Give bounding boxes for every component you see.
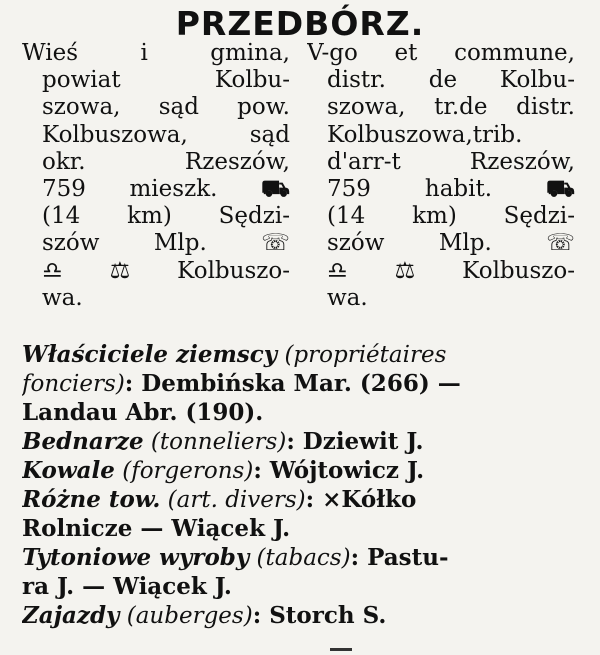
category-french: (art. divers) [167, 487, 306, 513]
right-word: habit. [424, 175, 493, 202]
right-line [307, 67, 575, 94]
french-description-column [307, 40, 575, 312]
right-word: commune, [454, 40, 575, 66]
post-office-icon: ♎ [327, 257, 348, 284]
entry-coopers [22, 427, 588, 456]
right-word: Kolbuszo- [462, 257, 575, 284]
entry-misc [22, 485, 588, 514]
category-label: Bednarze [22, 428, 144, 455]
right-line [307, 40, 575, 67]
category-french-cont: fonciers) [22, 371, 125, 397]
right-word: et [394, 40, 418, 66]
entry-landowners-cont2 [22, 398, 588, 427]
left-word: powiat [42, 67, 121, 94]
left-word: wa. [42, 284, 83, 311]
right-word: szowa, [327, 94, 406, 121]
telephone-icon: ☏ [546, 230, 575, 257]
right-word: km) [412, 203, 457, 230]
left-word: Mlp. [153, 230, 207, 257]
business-listing [22, 340, 588, 630]
category-label: Zajazdy [22, 602, 120, 629]
court-icon: ⚖ [394, 257, 416, 284]
place-title: PRZEDBÓRZ. [175, 4, 425, 43]
left-line [22, 67, 290, 94]
left-word: Rzeszów, [184, 148, 290, 175]
right-line [307, 122, 575, 149]
left-word: szowa, [42, 94, 121, 121]
rail-station-icon: ⛟ [261, 175, 290, 202]
entry-names: : ×Kółko [305, 486, 417, 513]
left-line [22, 94, 290, 121]
category-label: Różne tow. [22, 486, 161, 513]
category-french: (forgerons) [122, 458, 254, 484]
right-word: Rzeszów, [469, 148, 575, 175]
rail-station-icon: ⛟ [546, 175, 575, 202]
left-line [22, 176, 290, 203]
category-french: (tabacs) [256, 545, 351, 571]
entry-names-cont: Landau Abr. (190). [22, 399, 264, 426]
left-word: Kolbuszo- [177, 257, 290, 284]
left-line [22, 203, 290, 230]
entry-names-cont: ra J. — Wiącek J. [22, 573, 232, 600]
right-line [307, 285, 575, 312]
left-word: Kolbuszowa, [42, 121, 188, 148]
left-line [22, 149, 290, 176]
entry-smiths [22, 456, 588, 485]
right-line [307, 94, 575, 121]
left-word: szów [42, 230, 100, 257]
left-word: pow. [237, 94, 290, 121]
court-icon: ⚖ [109, 257, 131, 284]
category-french: (propriétaires [284, 342, 447, 368]
entry-names: : Pastu- [350, 544, 449, 571]
right-word: distr. [327, 67, 386, 94]
right-word: distr. [516, 94, 575, 121]
entry-tobacco [22, 543, 588, 572]
category-label: Właściciele ziemscy [22, 341, 278, 368]
right-word: Kolbu- [499, 67, 575, 94]
right-word: Mlp. [438, 230, 492, 257]
right-word: szów [327, 230, 385, 257]
entry-names: : Dziewit J. [286, 428, 424, 455]
page-edge-mark [330, 648, 352, 651]
category-label: Kowale [22, 457, 115, 484]
polish-description-column [22, 40, 290, 312]
right-word: (14 [327, 203, 366, 230]
left-word: sąd [158, 94, 199, 121]
left-line [22, 285, 290, 312]
entry-tobacco-cont [22, 572, 588, 601]
right-word: tr.de [434, 94, 488, 121]
left-word: (14 [42, 203, 81, 230]
right-word: 759 [327, 175, 371, 202]
right-line [307, 176, 575, 203]
right-word: de [428, 67, 458, 94]
entry-misc-cont [22, 514, 588, 543]
right-word: wa. [327, 284, 368, 311]
left-word: gmina, [210, 40, 290, 66]
telephone-icon: ☏ [261, 230, 290, 257]
entry-names: : Wójtowicz J. [253, 457, 425, 484]
right-word: V-go [307, 40, 358, 66]
entry-landowners [22, 340, 588, 369]
category-french: (tonneliers) [150, 429, 287, 455]
right-word: d'arr-t [327, 148, 401, 175]
right-word: Sędzi- [503, 203, 575, 230]
left-word: i [140, 40, 148, 66]
left-word: 759 [42, 175, 86, 202]
left-line [22, 40, 290, 67]
category-french: (auberges) [126, 603, 253, 629]
left-line [22, 122, 290, 149]
left-word: km) [127, 203, 172, 230]
entry-inns [22, 601, 588, 630]
left-word: okr. [42, 148, 86, 175]
right-line [307, 258, 575, 285]
left-word: sąd [249, 121, 290, 148]
entry-names: : Storch S. [252, 602, 387, 629]
right-word: Kolbuszowa,trib. [327, 121, 523, 148]
entry-names: : Dembińska Mar. (266) — [124, 370, 461, 397]
left-line [22, 230, 290, 257]
left-word: mieszk. [129, 175, 218, 202]
right-line [307, 149, 575, 176]
category-label: Tytoniowe wyroby [22, 544, 250, 571]
post-office-icon: ♎ [42, 257, 63, 284]
left-word: Sędzi- [218, 203, 290, 230]
left-word: Wieś [22, 40, 79, 66]
entry-names-cont: Rolnicze — Wiącek J. [22, 515, 291, 542]
right-line [307, 203, 575, 230]
right-line [307, 230, 575, 257]
entry-landowners-cont [22, 369, 588, 398]
left-word: Kolbu- [214, 67, 290, 94]
left-line [22, 258, 290, 285]
